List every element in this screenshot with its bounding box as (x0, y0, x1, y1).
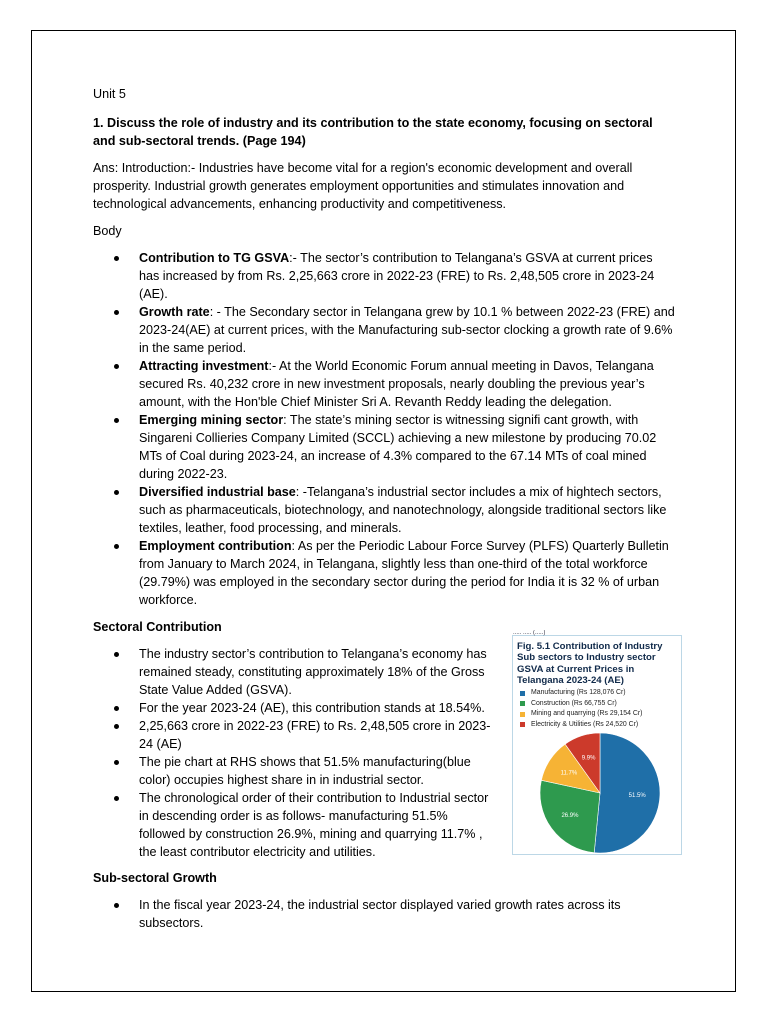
point-title: Attracting investment (139, 359, 269, 373)
question-text: 1. Discuss the role of industry and its contribution to the state economy, focusing on sectoral and sub-sectoral trends. (Page 194) (93, 116, 653, 148)
pie-chart-figure (512, 630, 682, 855)
legend-item-mining (519, 709, 679, 720)
point-text: : - The Secondary sector in Telangana grew by 10.1 % between 2022-23 (FRE) and 2023-24(AE) at current prices, with the Manufacturing sub-sector clocking a growth rate of 9.6% in the same period. (139, 305, 675, 355)
list-item (93, 753, 495, 789)
subsectoral-points-list (93, 896, 675, 932)
legend-item-construction (519, 699, 679, 710)
body-points-list (93, 249, 675, 609)
list-item (93, 303, 675, 357)
legend-label: Construction (Rs 66,755 Cr) (531, 699, 617, 707)
pie-data-label: 11.7% (560, 770, 578, 777)
point-title: Diversified industrial base (139, 485, 296, 499)
point-text: The chronological order of their contribution to Industrial sector in descending order is as follows- manufacturing 51.5% followed by construction 26.9%, mining and quarrying 11.7% , the least contributor electricity and utilities. (139, 791, 489, 859)
legend-swatch (520, 722, 525, 727)
pie-data-label: 51.5% (628, 792, 646, 799)
bullet-icon (114, 652, 119, 657)
bullet-icon (114, 760, 119, 765)
pie-data-label: 9.9% (581, 755, 596, 762)
legend-swatch (520, 691, 525, 696)
answer-intro: Ans: Introduction:- Industries have become vital for a region's economic development and overall prosperity. Industrial growth generates employment opportunities and stimulates innovation and technological advancements, enhancing productivity and competitiveness. (93, 161, 633, 211)
bullet-icon (114, 903, 119, 908)
sectoral-points-list (93, 645, 495, 861)
point-title: Emerging mining sector (139, 413, 284, 427)
bullet-icon (114, 544, 119, 549)
legend-label: Mining and quarrying (Rs 29,154 Cr) (531, 710, 643, 717)
legend-item-manufacturing (519, 688, 679, 699)
point-text: The pie chart at RHS shows that 51.5% manufacturing(blue color) occupies highest share in in industrial sector. (139, 755, 471, 787)
list-item (93, 411, 675, 483)
bullet-icon (114, 490, 119, 495)
pie-chart (535, 731, 665, 855)
point-text: : The state’s mining sector is witnessing signifi cant growth, with Singareni Collieries Company Limited (SCCL) achieving a new milestone by producing 70.02 MTs of Coal during 2023-24, an increase of 4.3% compared to the 67.14 MTs of coal mined during 2022-23. (139, 413, 657, 481)
bullet-icon (114, 418, 119, 423)
chart-legend (519, 688, 679, 730)
figure-top-strip: ..... ..... (.....) (513, 630, 546, 636)
list-item (93, 249, 675, 303)
point-text: The industry sector’s contribution to Telangana’s economy has remained steady, constituting approximately 18% of the Gross State Value Added (GSVA). (139, 647, 487, 697)
bullet-icon (114, 706, 119, 711)
list-item (93, 357, 675, 411)
legend-swatch (520, 701, 525, 706)
bullet-icon (114, 364, 119, 369)
point-title: Employment contribution (139, 539, 292, 553)
legend-label: Manufacturing (Rs 128,076 Cr) (531, 689, 626, 696)
unit-heading: Unit 5 (93, 87, 126, 101)
list-item (93, 717, 495, 753)
subsectoral-heading: Sub-sectoral Growth (93, 871, 217, 885)
point-title: Growth rate (139, 305, 210, 319)
point-text: 2,25,663 crore in 2022-23 (FRE) to Rs. 2,48,505 crore in 2023-24 (AE) (139, 719, 491, 751)
legend-swatch (520, 712, 525, 717)
point-text: In the fiscal year 2023-24, the industrial sector displayed varied growth rates across its subsectors. (139, 898, 621, 930)
list-item (93, 699, 495, 717)
point-text: For the year 2023-24 (AE), this contribution stands at 18.54%. (139, 701, 485, 715)
legend-label: Electricity & Utilities (Rs 24,520 Cr) (531, 720, 639, 728)
bullet-icon (114, 256, 119, 261)
bullet-icon (114, 724, 119, 729)
point-text: : As per the Periodic Labour Force Survey (PLFS) Quarterly Bulletin from January to March 2024, in Telangana, slightly less than one-third of the total workforce (29.79%) was employed in the secondary sector during the period for India it is 32 % of urban workforce. (139, 539, 669, 607)
list-item (93, 645, 495, 699)
list-item (93, 896, 675, 932)
list-item (93, 789, 495, 861)
pie-slice-manufacturing (594, 733, 660, 853)
legend-item-electricity (519, 720, 679, 731)
point-text: :- The sector’s contribution to Telangana’s GSVA at current prices has increased by from Rs. 2,25,663 crore in 2022-23 (FRE) to Rs. 2,48,505 crore in 2023-24 (AE). (139, 251, 655, 301)
chart-title: Fig. 5.1 Contribution of Industry Sub sectors to Industry sector GSVA at Current Prices in Telangana 2023-24 (AE) (517, 641, 663, 687)
list-item (93, 483, 675, 537)
bullet-icon (114, 796, 119, 801)
body-label: Body (93, 224, 122, 238)
point-text: : -Telangana’s industrial sector includes a mix of hightech sectors, such as pharmaceuticals, biotechnology, and nanotechnology, alongside traditional sectors like textiles, leather, food processing, and minerals. (139, 485, 667, 535)
bullet-icon (114, 310, 119, 315)
pie-data-label: 26.9% (561, 812, 579, 819)
point-title: Contribution to TG GSVA (139, 251, 290, 265)
point-text: :- At the World Economic Forum annual meeting in Davos, Telangana secured Rs. 40,232 crore in new investment proposals, nearly doubling the previous year’s amount, with the Hon'ble Chief Minister Sri A. Revanth Reddy leading the delegation. (139, 359, 654, 409)
list-item (93, 537, 675, 609)
sectoral-heading: Sectoral Contribution (93, 620, 222, 634)
